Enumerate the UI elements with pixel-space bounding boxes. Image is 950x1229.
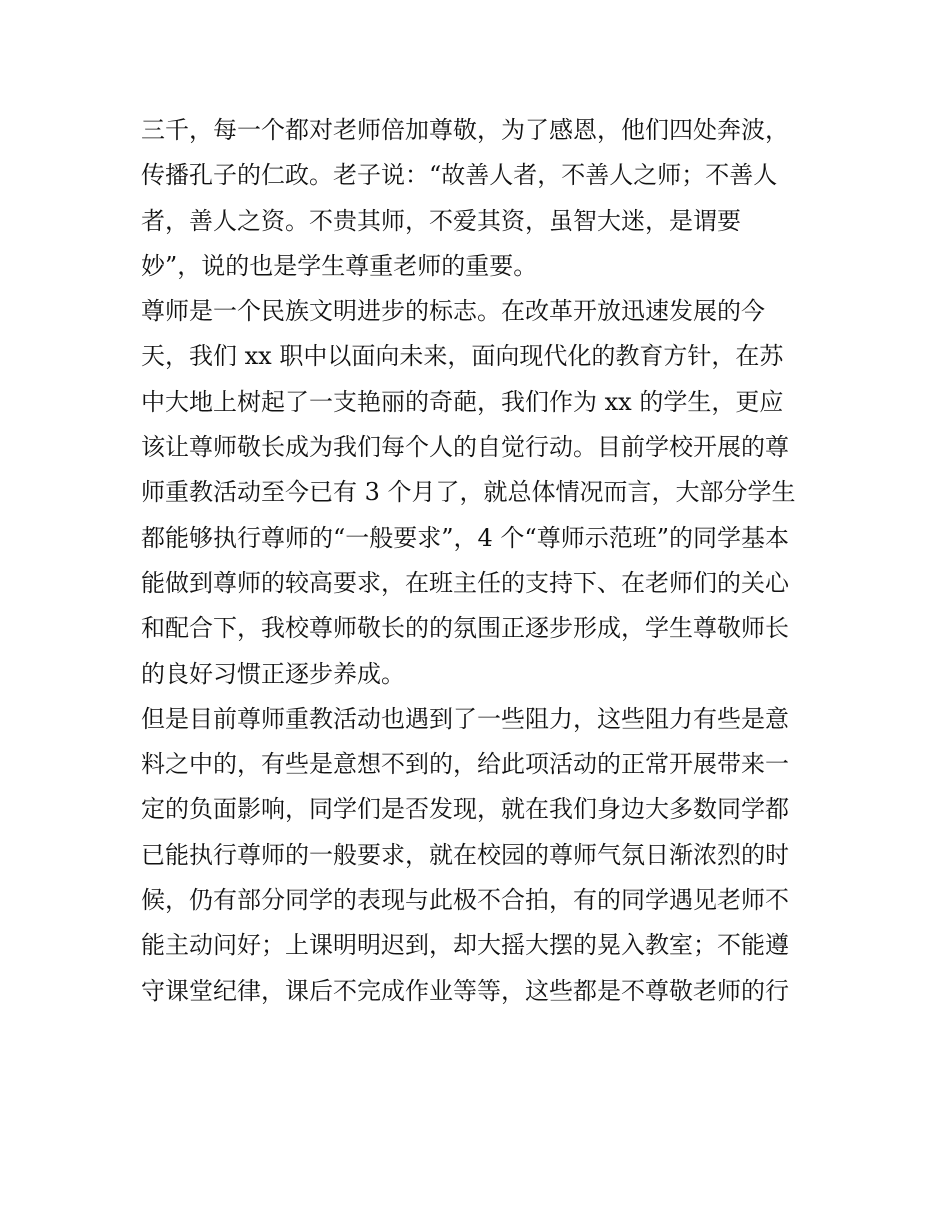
text-line: 三千，每一个都对老师倍加尊敬，为了感恩，他们四处奔波，: [141, 116, 789, 144]
text-line: 能做到尊师的较高要求，在班主任的支持下、在老师们的关心: [141, 568, 789, 597]
text-line: 但是目前尊师重教活动也遇到了一些阻力，这些阻力有些是意: [141, 704, 789, 733]
text-line: 尊师是一个民族文明进步的标志。在改革开放迅速发展的今: [141, 297, 765, 326]
text-line: 能主动问好；上课明明迟到，却大摇大摆的晃入教室；不能遵: [141, 931, 789, 960]
text-line: 的良好习惯正逐步养成。: [141, 659, 405, 688]
text-line: 天，我们 xx 职中以面向未来，面向现代化的教育方针，在苏: [141, 342, 784, 371]
text-line: 已能执行尊师的一般要求，就在校园的尊师气氛日渐浓烈的时: [141, 840, 789, 869]
text-line: 守课堂纪律，课后不完成作业等等，这些都是不尊敬老师的行: [141, 976, 789, 1005]
body-text: [141, 108, 813, 1014]
text-line: 定的负面影响，同学们是否发现，就在我们身边大多数同学都: [141, 795, 789, 824]
text-line: 中大地上树起了一支艳丽的奇葩，我们作为 xx 的学生，更应: [141, 387, 784, 416]
text-line: 妙”，说的也是学生尊重老师的重要。: [141, 251, 538, 280]
text-line: 料之中的，有些是意想不到的，给此项活动的正常开展带来一: [141, 750, 789, 779]
text-line: 者，善人之资。不贵其师，不爱其资，虽智大迷，是谓要: [141, 206, 741, 235]
text-line: 师重教活动至今已有 3 个月了，就总体情况而言，大部分学生: [141, 478, 796, 507]
text-line: 都能够执行尊师的“一般要求”，4 个“尊师示范班”的同学基本: [141, 523, 789, 552]
text-line: 传播孔子的仁政。老子说：“故善人者，不善人之师；不善人: [141, 161, 778, 190]
text-line: 和配合下，我校尊师敬长的的氛围正逐步形成，学生尊敬师长: [141, 614, 789, 643]
text-line: 该让尊师敬长成为我们每个人的自觉行动。目前学校开展的尊: [141, 433, 789, 462]
text-line: 候，仍有部分同学的表现与此极不合拍，有的同学遇见老师不: [141, 886, 789, 915]
